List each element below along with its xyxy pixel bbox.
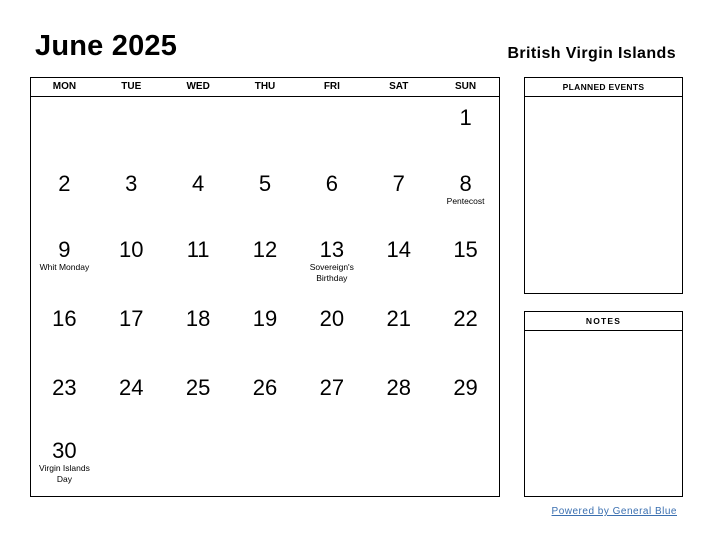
day-cell [365, 229, 432, 298]
day-cell [298, 367, 365, 430]
day-number: 24 [119, 375, 144, 400]
day-cell [98, 430, 165, 497]
day-cell [298, 97, 365, 163]
country-name: British Virgin Islands [507, 45, 676, 62]
day-cell [232, 97, 299, 163]
day-number: 19 [252, 306, 278, 331]
day-cell [31, 430, 98, 497]
day-cell [298, 298, 365, 367]
weekday-tue: TUE [121, 81, 142, 92]
day-number [232, 97, 299, 106]
powered-by-link[interactable]: Powered by General Blue [551, 506, 677, 517]
day-number [98, 430, 165, 439]
day-cell [365, 430, 432, 497]
day-cell [98, 163, 165, 229]
day-number [165, 97, 232, 106]
day-cell [432, 229, 499, 298]
day-number: 12 [252, 237, 278, 262]
day-number: 15 [453, 237, 478, 262]
weekday-sun: SUN [455, 81, 477, 92]
day-cell [298, 163, 365, 229]
weekday-sat: SAT [389, 81, 409, 92]
day-number: 6 [325, 171, 338, 196]
day-number [98, 97, 165, 106]
day-cell [365, 97, 432, 163]
day-cell [232, 163, 299, 229]
day-number [165, 430, 232, 439]
day-cell [31, 367, 98, 430]
day-cell [98, 97, 165, 163]
holiday-label: Whit Monday [39, 262, 90, 272]
day-cell [165, 430, 232, 497]
day-number: 1 [459, 105, 472, 130]
day-number: 7 [392, 171, 405, 196]
planned-events-title: PLANNED EVENTS [525, 78, 682, 97]
day-cell [432, 298, 499, 367]
day-number: 22 [453, 306, 478, 331]
calendar-grid [31, 97, 499, 497]
day-cell [232, 430, 299, 497]
day-number: 17 [119, 306, 144, 331]
day-cell [165, 97, 232, 163]
day-number: 9 [58, 237, 71, 262]
day-number: 4 [192, 171, 205, 196]
day-number: 11 [186, 237, 210, 262]
holiday-label: Virgin Islands Day [38, 463, 90, 484]
day-number [298, 97, 365, 106]
holiday-label: Pentecost [446, 196, 485, 206]
day-number: 18 [185, 306, 211, 331]
day-cell [298, 229, 365, 298]
day-cell [165, 298, 232, 367]
day-number [232, 430, 299, 439]
day-cell [165, 229, 232, 298]
day-number: 2 [58, 171, 71, 196]
day-cell [432, 367, 499, 430]
day-number: 30 [52, 438, 77, 463]
day-cell [232, 367, 299, 430]
planned-events-panel [524, 77, 683, 294]
page-title: June 2025 [35, 30, 178, 62]
day-number [365, 97, 432, 106]
day-cell [165, 367, 232, 430]
day-number: 5 [258, 171, 272, 196]
day-cell [31, 229, 98, 298]
day-cell [432, 430, 499, 497]
day-cell [98, 229, 165, 298]
notes-title: NOTES [525, 312, 682, 331]
day-cell [31, 97, 98, 163]
day-cell [31, 298, 98, 367]
day-number: 14 [386, 237, 411, 262]
day-number [298, 430, 365, 439]
day-number: 20 [319, 306, 345, 331]
weekday-fri: FRI [323, 81, 340, 92]
day-cell [98, 367, 165, 430]
day-cell [232, 298, 299, 367]
weekday-mon: MON [52, 81, 77, 92]
day-cell [232, 229, 299, 298]
day-cell [365, 163, 432, 229]
day-cell [98, 298, 165, 367]
day-number: 3 [125, 171, 138, 196]
day-cell [432, 163, 499, 229]
day-number: 25 [185, 375, 211, 400]
day-cell [365, 367, 432, 430]
day-number [365, 430, 432, 439]
day-cell [31, 163, 98, 229]
calendar [30, 77, 500, 497]
day-number: 26 [252, 375, 278, 400]
day-number: 13 [319, 237, 345, 262]
day-number: 28 [386, 375, 411, 400]
day-number [31, 97, 98, 106]
day-number: 29 [453, 375, 478, 400]
day-number: 21 [386, 306, 411, 331]
day-cell [432, 97, 499, 163]
day-number: 10 [119, 237, 144, 262]
day-number [432, 430, 499, 439]
day-number: 8 [459, 171, 472, 196]
day-number: 23 [52, 375, 77, 400]
holiday-label: Sovereign's Birthday [309, 262, 354, 283]
day-number: 16 [52, 306, 77, 331]
day-cell [365, 298, 432, 367]
weekday-thu: THU [254, 81, 276, 92]
day-cell [298, 430, 365, 497]
day-cell [165, 163, 232, 229]
weekday-header [31, 78, 499, 97]
day-number: 27 [319, 375, 345, 400]
weekday-wed: WED [186, 81, 210, 92]
notes-panel [524, 311, 683, 497]
